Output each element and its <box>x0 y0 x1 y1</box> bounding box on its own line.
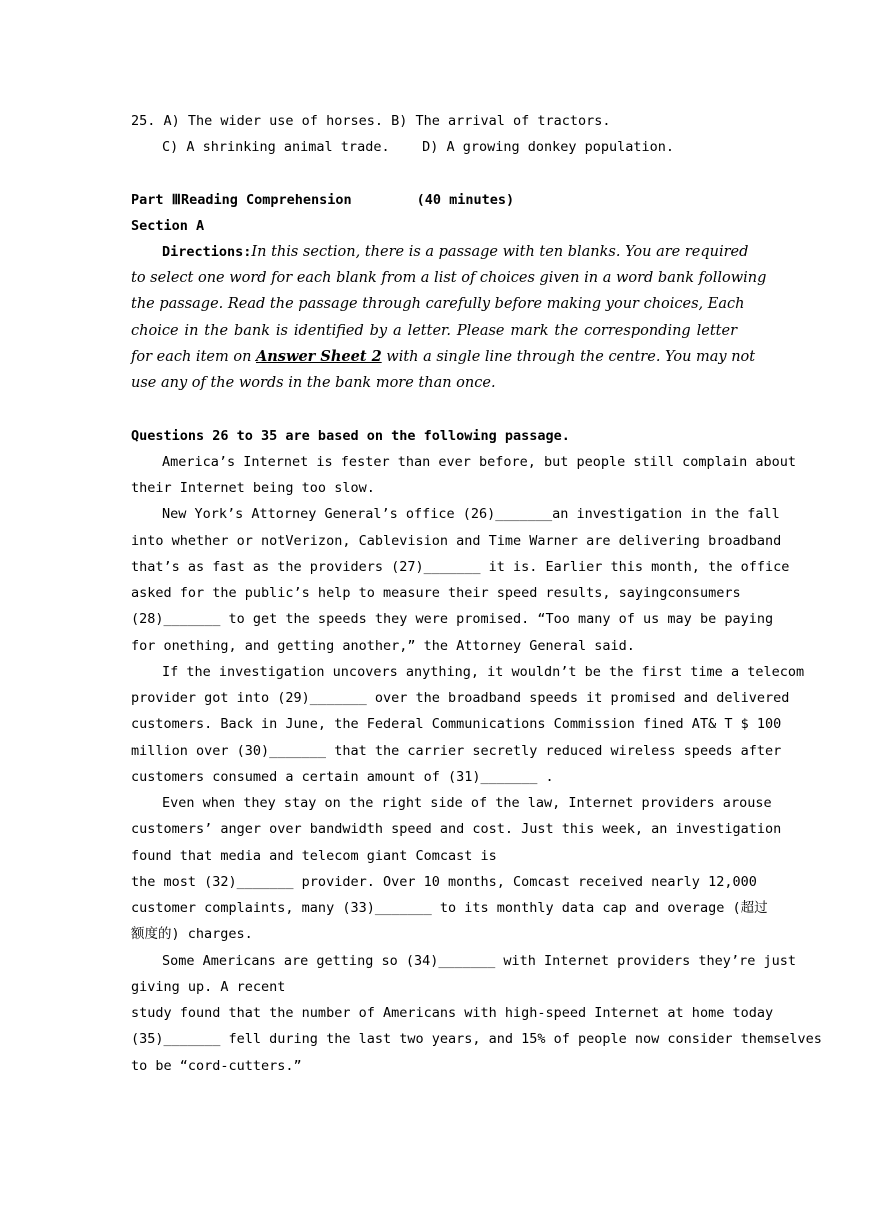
passage-line: their Internet being too slow. <box>131 480 375 496</box>
passage-line: to be “cord-cutters.” <box>131 1058 302 1074</box>
passage-line: Even when they stay on the right side of the law, Internet providers arouse <box>162 795 772 811</box>
passage-line: If the investigation uncovers anything, it wouldn’t be the first time a telecom <box>162 664 805 680</box>
questions-heading: Questions 26 to 35 are based on the following passage. <box>131 428 570 444</box>
passage-line: customers. Back in June, the Federal Communications Commission fined AT& T $ 100 <box>131 716 782 732</box>
part-heading: Part ⅢReading Comprehension (40 minutes) <box>131 192 515 208</box>
passage-line: customer complaints, many (33)_______ to its monthly data cap and overage (超过 <box>131 900 768 916</box>
section-heading: Section A <box>131 218 205 234</box>
passage-line: New York’s Attorney General’s office (26)_______an investigation in the fall <box>162 506 780 522</box>
passage-line: customers’ anger over bandwidth speed and cost. Just this week, an investigation <box>131 821 782 837</box>
passage-line: 额度的) charges. <box>131 926 253 942</box>
passage-line: (28)_______ to get the speeds they were promised. “Too many of us may be paying <box>131 611 774 627</box>
passage-line: study found that the number of Americans with high-speed Internet at home today <box>131 1005 774 1021</box>
directions-line-1: Directions:In this section, there is a passage with ten blanks. You are required <box>162 244 749 260</box>
passage-line: giving up. A recent <box>131 979 286 995</box>
directions-line-4: choice in the bank is identified by a letter. Please mark the corresponding letter <box>131 323 737 339</box>
passage-line: customers consumed a certain amount of (31)_______ . <box>131 769 554 785</box>
passage-line: found that media and telecom giant Comcast is <box>131 848 497 864</box>
passage-line: provider got into (29)_______ over the broadband speeds it promised and delivered <box>131 690 790 706</box>
passage-line: asked for the public’s help to measure their speed results, sayingconsumers <box>131 585 741 601</box>
passage-line: into whether or notVerizon, Cablevision and Time Warner are delivering broadband <box>131 533 782 549</box>
passage-line: (35)_______ fell during the last two years, and 15% of people now consider themselves <box>131 1031 822 1047</box>
directions-line-6: use any of the words in the bank more than once. <box>131 375 496 391</box>
q25-options-line-2: C) A shrinking animal trade. D) A growing donkey population. <box>162 139 675 155</box>
passage-line: Some Americans are getting so (34)_______ with Internet providers they’re just <box>162 953 796 969</box>
passage-line: the most (32)_______ provider. Over 10 months, Comcast received nearly 12,000 <box>131 874 757 890</box>
passage-line: for onething, and getting another,” the Attorney General said. <box>131 638 635 654</box>
directions-line-3: the passage. Read the passage through carefully before making your choices, Each <box>131 296 745 312</box>
directions-line-5: for each item on Answer Sheet 2 with a single line through the centre. You may not <box>131 348 756 365</box>
directions-line-2: to select one word for each blank from a list of choices given in a word bank following <box>131 270 767 286</box>
passage-line: that’s as fast as the providers (27)_______ it is. Earlier this month, the office <box>131 559 790 575</box>
answer-sheet-2-link: Answer Sheet 2 <box>256 348 382 365</box>
directions-label: Directions: <box>162 244 252 260</box>
q25-options-line-1: 25. A) The wider use of horses. B) The arrival of tractors. <box>131 113 611 129</box>
passage-line: million over (30)_______ that the carrier secretly reduced wireless speeds after <box>131 743 782 759</box>
passage-line: America’s Internet is fester than ever before, but people still complain about <box>162 454 796 470</box>
